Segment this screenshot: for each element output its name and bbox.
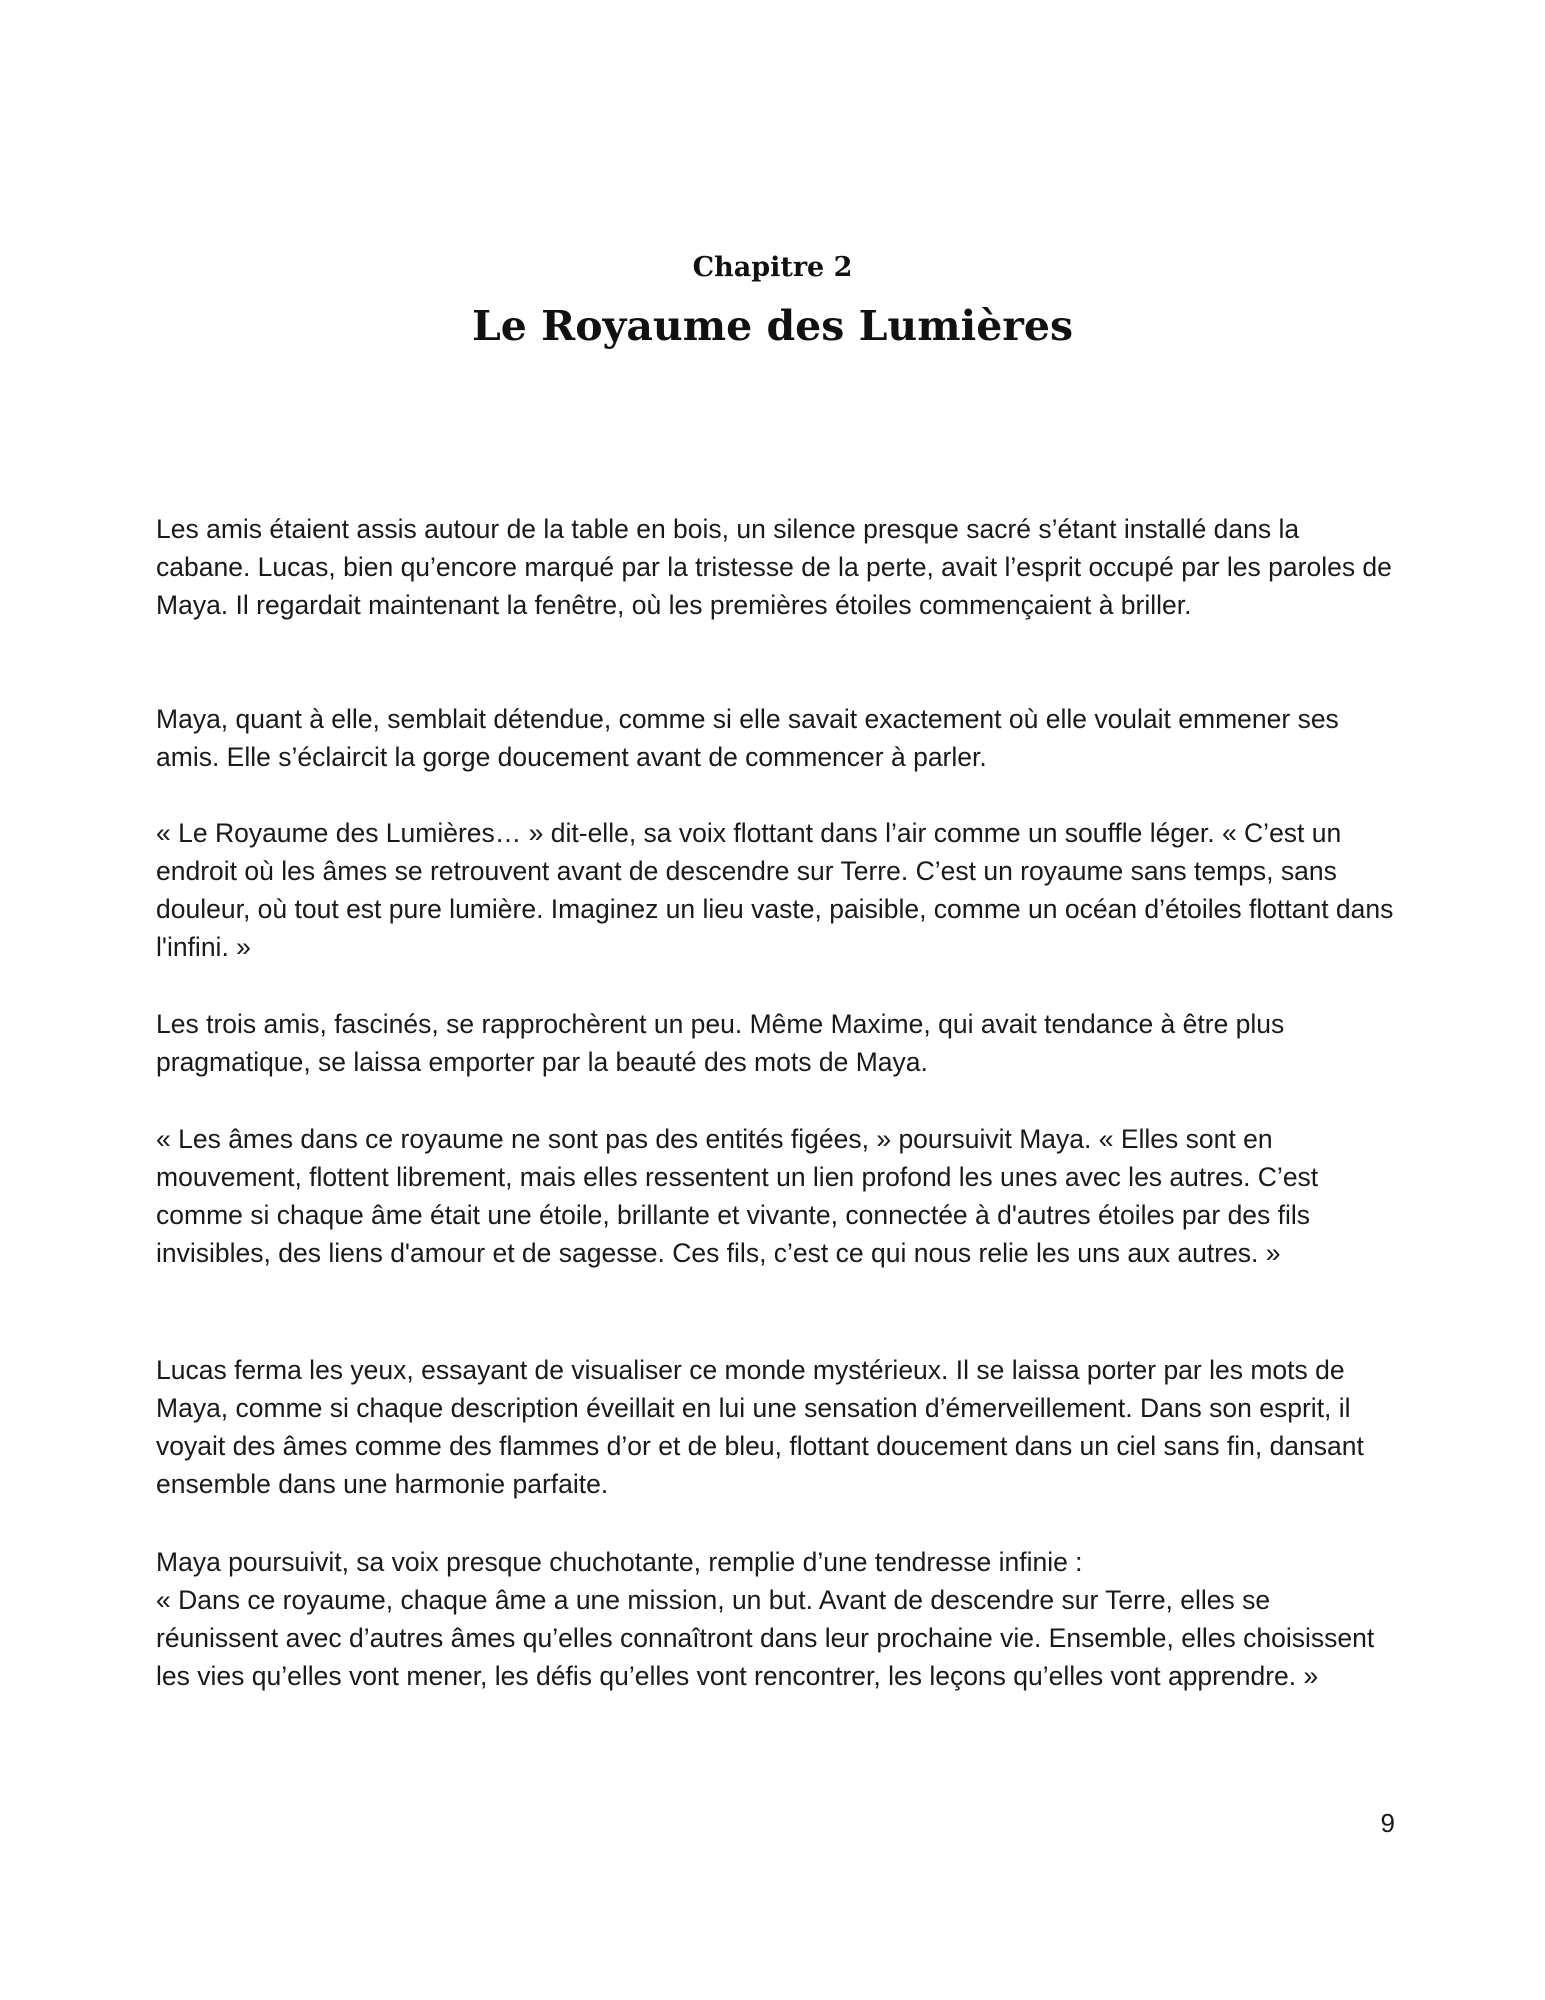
page-number: 9 — [1380, 1808, 1395, 1838]
chapter-title: Le Royaume des Lumières — [471, 302, 1074, 350]
paragraph: « Dans ce royaume, chaque âme a une mission, un but. Avant de descendre sur Terre, elles se réunissent avec d’autres âmes qu’elles connaîtront dans leur prochaine vie. Ensemble, elles choisissent les vies qu’elles vont mener, les défis qu’elles vont rencontrer, les leçons qu’elles vont apprendre. » — [156, 1585, 1375, 1691]
paragraph: Maya, quant à elle, semblait détendue, comme si elle savait exactement où elle voulait emmener ses amis. Elle s’éclaircit la gorge doucement avant de commencer à parler. — [156, 704, 1339, 772]
paragraph: Lucas ferma les yeux, essayant de visualiser ce monde mystérieux. Il se laissa porter par les mots de Maya, comme si chaque description éveillait en lui une sensation d’émerveillement. Dans son esprit, il voyait des âmes comme des flammes d’or et de bleu, flottant doucement dans un ciel sans fin, dansant ensemble dans une harmonie parfaite. — [156, 1355, 1364, 1499]
chapter-label: Chapitre 2 — [692, 252, 853, 283]
paragraph: Les trois amis, fascinés, se rapprochèrent un peu. Même Maxime, qui avait tendance à être plus pragmatique, se laissa emporter par la beauté des mots de Maya. — [156, 1009, 1285, 1077]
paragraph: Maya poursuivit, sa voix presque chuchotante, remplie d’une tendresse infinie : — [156, 1547, 1083, 1577]
paragraph: « Les âmes dans ce royaume ne sont pas des entités figées, » poursuivit Maya. « Elles sont en mouvement, flottent librement, mais elles ressentent un lien profond les unes avec les autres. C’est comme si chaque âme était une étoile, brillante et vivante, connectée à d'autres étoiles par des fils invisibles, des liens d'amour et de sagesse. Ces fils, c’est ce qui nous relie les uns aux autres. » — [156, 1124, 1319, 1268]
paragraph: « Le Royaume des Lumières… » dit-elle, sa voix flottant dans l’air comme un souffle léger. « C’est un endroit où les âmes se retrouvent avant de descendre sur Terre. C’est un royaume sans temps, sans douleur, où tout est pure lumière. Imaginez un lieu vaste, paisible, comme un océan d’étoiles flottant dans l'infini. » — [156, 818, 1394, 962]
paragraph: Les amis étaient assis autour de la table en bois, un silence presque sacré s’étant installé dans la cabane. Lucas, bien qu’encore marqué par la tristesse de la perte, avait l’esprit occupé par les paroles de Maya. Il regardait maintenant la fenêtre, où les premières étoiles commençaient à briller. — [156, 514, 1392, 620]
